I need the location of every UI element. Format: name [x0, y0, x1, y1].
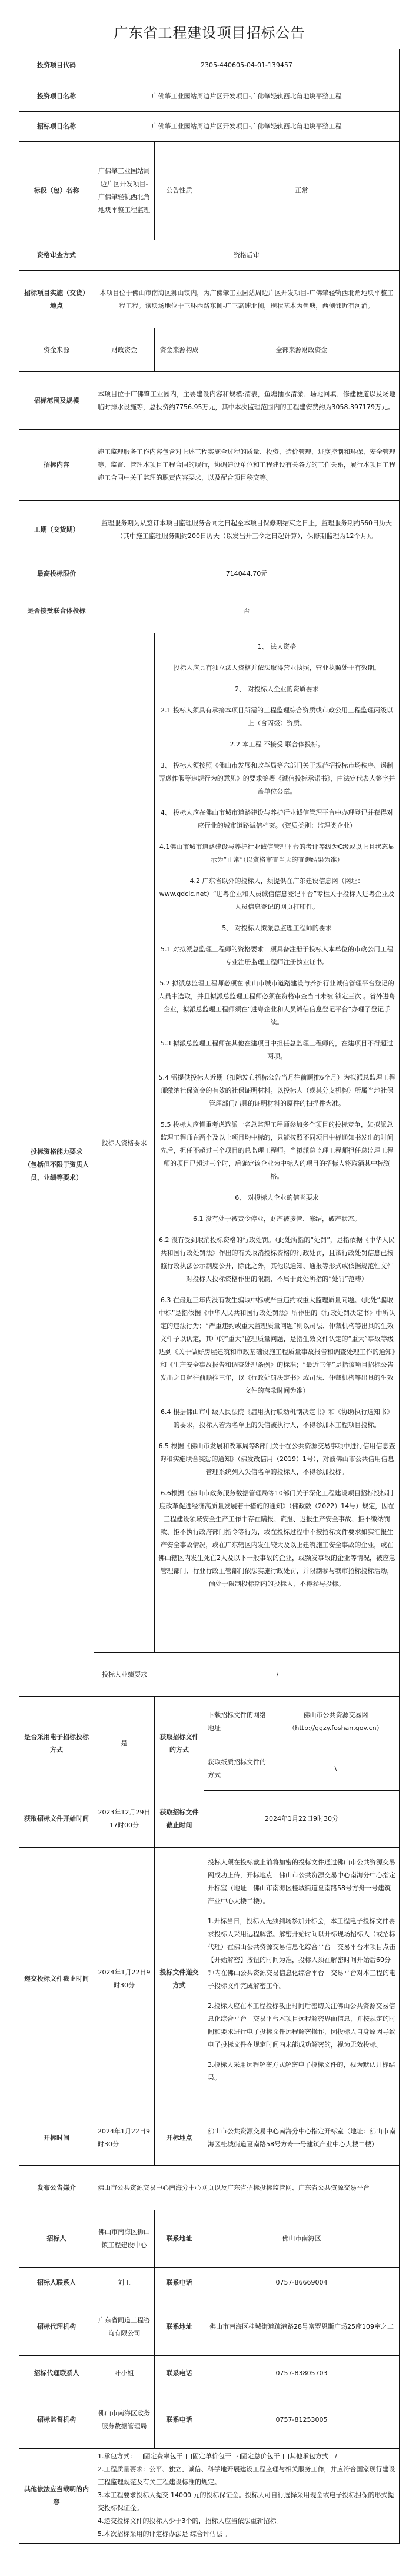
label: 获取招标文件开始时间 — [24, 1814, 89, 1823]
row-supervisor — [19, 2391, 399, 2448]
label: 投资项目代码 — [37, 61, 76, 69]
label: 招标人 — [46, 2235, 66, 2242]
obtain-start-value: 2023年12月29日17时00分 — [94, 1790, 154, 1847]
checkbox-empty-icon — [186, 2454, 192, 2459]
other-content — [94, 2449, 399, 2543]
agency-addr-value: 佛山市南海区桂城街道疏港路28号富罗恩斯广场25座109室之二 — [204, 2298, 399, 2355]
row-agency — [19, 2298, 399, 2355]
row-content — [19, 429, 399, 500]
checkbox-checked-icon: ✓ — [235, 2454, 241, 2459]
invest-name-value: 广佛肇工业园站周边片区开发项目-广佛肇轻轨西北角地块平整工程 — [94, 81, 399, 111]
contract-method — [98, 2450, 395, 2463]
label: 招标内容 — [44, 461, 69, 469]
label: 投资项目名称 — [37, 92, 76, 100]
supervisor-tel-value: 0757-81253005 — [204, 2391, 399, 2448]
label: 工期（交货期） — [34, 526, 79, 533]
row-consortium — [19, 589, 399, 633]
label: 招标项目名称 — [37, 122, 76, 130]
tenderer-addr-value: 佛山市南海区 — [204, 2210, 399, 2267]
scope-value: 本项目位于广佛肇工业园内，主要建设内容和规模:清表，鱼塘抽水清淤、场地回填、修建便道以及场地临时排水设施等，总投资约7756.95万元，其中本次监理范围内的工程建安费约为3058.397179万元。 — [94, 372, 399, 429]
obtain-method-label: 获取招标文件的方式 — [154, 1697, 204, 1790]
qualification-item: 5、 对投标人拟派总监理工程师的要求 — [222, 924, 332, 932]
media-value: 佛山市公共资源交易中心南海分中心网页以及广东省招标投标监管网、广东省公共资源交易平台 — [94, 2166, 399, 2210]
label: 最高投标限价 — [37, 570, 76, 577]
row-tenderer-contact — [19, 2267, 399, 2298]
consortium-value: 否 — [94, 589, 399, 633]
performance — [94, 1652, 399, 1697]
qualification-item: 2、 对投标人企业的资质要求 — [235, 685, 319, 693]
other-item-2: 2.工程质量要求：公平、独立、诚信、科学地开展建设工程监理与相关服务工作，并应符合国家现行建设工程监理规范及有关工程建设标准的规定。 — [98, 2465, 395, 2486]
other-item-3: 3.本工程要求投标人提交 14000 元的投标保证金。投标人可自行选择采用现金或电子投标担保的形式提交投标保证金。 — [98, 2491, 394, 2512]
paper — [204, 1747, 399, 1791]
row-media — [19, 2165, 399, 2210]
qualification-label-main: 投标资格能力要求 — [31, 1147, 82, 1156]
location-value: 本项目位于佛山市南海区狮山镇内，为广佛肇工业园站周边片区开发项目-广佛肇轻轨西北角地块平整工程工程。该块场地位于三环西路东侧-广三高速北侧，现状基本为鱼塘，西侧邻近有河涌。 — [94, 271, 399, 328]
obtain-deadline-label: 获取招标文件截止时间 — [154, 1790, 204, 1847]
qualification-item: 2.2 本工程 不接受 联合体投标。 — [230, 741, 324, 748]
contract-option-label: 固定总价包干 — [241, 2452, 282, 2460]
evaluation-method: 综合评估法 — [188, 2530, 225, 2538]
qualification-item: 投标人应具有独立法人资格并依法取得营业执照，营业执照处于有效期。 — [173, 664, 381, 672]
qualification-label-note: （包括但不限于资质人员、业绩等要求） — [24, 1160, 89, 1181]
contract-prefix: 1.承包方式： — [98, 2452, 137, 2460]
submit-method-item: 2.投标人应在本工程投标截止时间后密切关注佛山公共资源交易信息化综合平台－交易平台本项目远程解密界面信息，并按规定的时间和要求进行电子投标文件远程解密操作，因投标人自身原因导致电子投标文件在规定时间内未能成功解密的，视为无效投标。 — [208, 2002, 395, 2049]
other-item-5 — [98, 2528, 395, 2541]
label: 是否采用电子招标投标方式 — [24, 1732, 89, 1754]
nature-label: 公告性质 — [154, 142, 204, 240]
submit-method-items — [204, 1848, 399, 2110]
funding-value: 财政资金 — [94, 328, 154, 371]
row-electronic — [19, 1696, 399, 1790]
composition-value: 全部来源财政资金 — [204, 328, 399, 371]
row-other — [19, 2448, 399, 2543]
row-opening — [19, 2110, 399, 2165]
checkbox-empty-icon — [283, 2454, 289, 2459]
period-value: 监理服务期为从签订本项目监理服务合同之日起至本项目保修期结束之日止，监理服务期约560日历天（其中施工监理服务期约200日历天（以发出开工令之日起计算），保修期监理为12个月）。 — [94, 501, 399, 559]
tenderer-tel-value: 0757-86669004 — [204, 2268, 399, 2298]
row-agency-contact — [19, 2355, 399, 2391]
row-scope — [19, 371, 399, 429]
supervisor-tel-label: 联系电话 — [154, 2391, 204, 2448]
download-link[interactable]: 佛山市公共资源交易网（http://ggzy.foshan.gov.cn） — [272, 1697, 399, 1747]
qualification-item: 2.1 投标人须具有承接本项目所需的工程监理综合资质或市政公用工程监理丙级以上（含丙级）资质。 — [161, 706, 393, 727]
tenderer-contact-value: 刘工 — [94, 2268, 154, 2298]
opening-place-label: 开标地点 — [154, 2110, 204, 2165]
tenderer-value: 佛山市南海区狮山镇工程建设中心 — [94, 2210, 154, 2267]
row-invest-name — [19, 81, 399, 111]
submit-deadline-value: 2024年1月22日9时30分 — [94, 1848, 154, 2110]
label: 其他依法应当载明的内容 — [24, 2485, 89, 2506]
row-invest-code — [19, 49, 399, 81]
submit-method-label: 投标文件递交方式 — [154, 1848, 204, 2110]
qualification-item: 4.1佛山市城市道路建设与养护行业诚信管理平台的考评等级为C级或以上且状态显示为“正常”（以资格审查当天的查询结果为准） — [159, 843, 395, 864]
qualification-item: 6.6根据《佛山市政务服务数据管理局等10部门关于深化工程建设项目招标投标制度改革促进经济高质量发展若干措施的通知》（佛政数（2022）14号）规定，因在工程建设领域安全生产工作中存在瞒报、谎报、迟报生产安全事故、拒不缴纳罚款、拒不执行政府部门指令等行为，或在投标过程中不按招标文件要求如实汇报生产安全事故情况，或在广东辖区内发生较大及以上建筑施工安全事故的企业，或在佛山辖区内发生死亡2人及以下一般事故的企业，或频发事故的企业等情况，被应急管理部门、行业行政主管部门依法实施行政处罚，并限制参与我市招标投标活动，尚处于限制投标期内的投标人，不得参与投标。 — [158, 1489, 395, 1588]
electronic-value: 是 — [94, 1697, 154, 1790]
performance-value: / — [155, 1653, 400, 1697]
contract-options — [137, 2452, 337, 2460]
contract-option-label: 固定费率包干 — [144, 2452, 185, 2460]
label: 招标代理机构 — [37, 2322, 76, 2331]
section-name-value: 广佛肇工业园站周边片区开发项目-广佛肇轻轨西北角地块平整工程监理 — [94, 142, 154, 240]
item5-suffix: 。 — [224, 2530, 231, 2538]
label: 招标项目实施（交货）地点 — [24, 288, 89, 310]
page-title: 广东省工程建设项目招标公告 — [114, 25, 305, 41]
row-period — [19, 500, 399, 559]
row-tenderer — [19, 2210, 399, 2267]
tenderer-addr-label: 联系地址 — [154, 2210, 204, 2267]
opening-place-value: 佛山市公共资源交易中心南海分中心指定开标室（地址：佛山市南海区桂城街道夏南路58号方舟一号建筑产业中心大楼二楼） — [204, 2110, 399, 2165]
obtain-deadline-value: 2024年1月22日9时30分 — [204, 1790, 399, 1847]
label: 是否接受联合体投标 — [27, 607, 86, 615]
tenderer-tel-label: 联系电话 — [154, 2268, 204, 2298]
checkbox-empty-icon — [138, 2454, 144, 2459]
row-review — [19, 240, 399, 270]
contract-option-label: 固定单价包干 — [192, 2452, 234, 2460]
row-section — [19, 141, 399, 240]
agency-tel-value: 0757-83805703 — [204, 2356, 399, 2391]
agency-addr-label: 联系地址 — [154, 2298, 204, 2355]
qualification-item: 5.2 拟派总监理工程师必须在 佛山市城市道路建设与养护行业诚信管理平台登记的人员中选取，并且拟派总监理工程师必须在资格审查当日未被 锁定三次 。省外进粤企业，拟派总监理工程师须在“进粤企业和人员诚信信息登记平台”办理了登记手续。 — [158, 980, 395, 1026]
qualification-item: 5.1 对拟派总监理工程师的资格要求：须具备注册于投标人本单位的市政公用工程专业注册监理工程师注册执业证书。 — [161, 945, 393, 966]
qualification-item: 6、 对投标人企业的信誉要求 — [235, 1194, 319, 1201]
other-item-4: 4.递交投标文件的投标人少于3个的，招标人应当依法重新招标。 — [98, 2517, 283, 2525]
row-location — [19, 270, 399, 328]
contract-option-label: 其他承包方式：/ — [290, 2452, 337, 2460]
qualification-items — [154, 633, 399, 1652]
label: 递交投标文件截止时间 — [24, 1974, 89, 1983]
composition-label: 资金来源构成 — [154, 328, 204, 371]
row-obtain-time — [19, 1790, 399, 1847]
agency-value: 广东省同道工程咨询有限公司 — [94, 2298, 154, 2355]
label: 发布公告媒介 — [37, 2183, 76, 2192]
qualification-item: 5.4 需提供投标人近期（扣除发布招标公告当月往前顺推6个月）为拟派总监理工程师缴纳社保资金的有效的社保证明材料。以投标人（或其分支机构）所属当地社保管理部门出具的证明材料的原件的扫描件为准。 — [158, 1074, 395, 1107]
qualification-item: 4.2 广东省以外的投标人，须提供在广东建设信息网（网址：www.gdcic.net）“进粤企业和人员诚信信息登记平台”专栏关于投标人进粤企业及人员信息登记的网页打印件。 — [159, 877, 395, 911]
notice-table — [19, 49, 400, 2544]
qualification-item: 6.2 没有受到取消投标资格的行政处罚。（此处所指的“处罚”，是指依据《中华人民共和国行政处罚法》作出的有关取消投标资格的行政处罚，且该行政处罚信息已按照行政执法公示制度公开，除此之外，其他以通知、通报等形式或依据规范性文件对投标人投标资格作出的限制，不属于此处所指的“处罚”范畴） — [159, 1236, 395, 1283]
label: 资格审查方式 — [37, 251, 76, 259]
label: 招标人联系人 — [37, 2278, 76, 2286]
qualification-item: 4、 投标人应在佛山市城市道路建设与养护行业诚信管理平台中办理登记并获得对应行业的城市道路诚信档案。（资质类别：监理类企业） — [160, 809, 394, 829]
qualification-item: 5.5 投标人应慎重考虑选派一名总监理工程师参加多个项目的投标竞争，如拟派总监理工程师在两个及以上项目均中标的，只能按照不同项目中标通知书发出的时间先后，担任不超过三个项目的总监理工程师。当拟派总监理工程师担任总监理工程师的项目已超过三个时，后确定该企业为中标人的项目的招标人将取消其中标资格。 — [160, 1121, 394, 1180]
row-tender-name — [19, 111, 399, 141]
supervisor-value: 佛山市南海区政务服务数据管理局 — [94, 2391, 154, 2448]
nature-value: 正常 — [204, 142, 399, 240]
invest-code-value: 2305-440605-04-01-139457 — [94, 49, 399, 81]
row-max-price — [19, 559, 399, 589]
content-value: 施工监理服务工作内容包含对上述工程实施全过程的质量、投资、造价管理、进度控制和环保、安全管理等，监督、管理本项目工程合同的履行，协调建设单位和工程建设有关各方的工作关系，履行本项目工程施工合同中关于监理的职责内容要求，以及配合项目移交等。 — [94, 430, 399, 500]
submit-method-item: 投标人须在投标截止前将加密的投标文件通过佛山市公共资源交易网成功上传，开标地点：佛山市公共资源交易中心南海分中心指定开标室（地址：佛山市南海区桂城街道夏南路58号方舟一号建筑产业中心大楼二楼）。 — [208, 1858, 395, 1905]
qualification-item: 6.3 在最近三年内没有发生骗取中标或严重违约或重大监理质量问题。（此处“骗取中标”是指依据《中华人民共和国行政处罚法》所作出的《行政处罚决定书》中所认定的违法行为；“严重违约或重大监理质量问题”则以司法、仲裁机构等出具的生效文件予以认定，其中的“重大”监理质量问题，是指生效文件认定的“重大”事故等级达到《关于做好房屋建筑和市政基础设施工程质量事故报告和调查处理工作的通知》和《生产安全事故报告和调查处理条例》的标准；“最近三年”是指该项目招标公告发出之日起往前顺推三年，以《行政处罚决定书》或司法、仲裁机构等出具的生效文件的落款时间为准） — [158, 1296, 395, 1395]
qualification-item: 6.4 根据佛山市中级人民法院《启用执行联动机制决定书》和《协助执行通知书》的要求，投标人若为名单上的失信被执行人，不得参加本工程项目投标。 — [161, 1408, 393, 1429]
opening-time-value: 2024年1月22日9时30分 — [94, 2110, 154, 2165]
qualification-label — [19, 633, 94, 1696]
row-funding — [19, 328, 399, 371]
item5-prefix: 5.本次招标采用的评定标办法是 — [98, 2530, 188, 2538]
download-label: 下载招标文件的网络地址 — [204, 1697, 272, 1747]
label: 资金来源 — [44, 346, 69, 354]
qualification-item: 6.5 根据《佛山市发展和改革局等8部门关于在公共资源交易事项中进行信用信息查询和实施联合奖惩的通知》（佛发改信用（2019）1号），对被佛山市公共信用信息管理系统列入失信名单的投标人，不得参加投标。 — [158, 1442, 395, 1476]
label: 招标监督机构 — [37, 2415, 76, 2424]
paper-value: \ — [272, 1747, 399, 1791]
qualification-item: 6.1 没有处于被责令停业，财产被接管、冻结，破产状态。 — [193, 1215, 361, 1223]
label: 招标范围及规模 — [34, 396, 79, 404]
max-price-value: 714044.70元 — [94, 559, 399, 589]
submit-method-item: 1.开标当日，投标人无须到场参加开标会，本工程电子投标文件要求投标人采用远程解密。解密开始时间以开标现场招标人（或招标代理）在佛山公共资源交易信息化综合平台－交易平台本项目点击【开始解密】按钮的时间为准，投标人须在解密时间开始后60分钟内在佛山公共资源交易信息化综合平台－交易平台对本工程的电子投标文件完成解密工作。 — [208, 1917, 395, 1990]
download — [204, 1697, 399, 1747]
agency-contact-value: 叶小姐 — [94, 2356, 154, 2391]
paper-label: 获取纸质招标文件的方式 — [204, 1747, 272, 1791]
qualification-item: 3、 投标人须按照《佛山市发展和改革局等六部门关于规范招投标市场秩序、遏制弄虚作假等违规行为的意见》的要求签署《诚信投标承诺书》，由法定代表人签字并盖单位公章。 — [158, 762, 395, 795]
bidder-label: 投标人资格要求 — [94, 633, 154, 1652]
row-submit — [19, 1847, 399, 2110]
agency-tel-label: 联系电话 — [154, 2356, 204, 2391]
label: 标段（包）名称 — [34, 187, 79, 194]
performance-label: 投标人业绩要求 — [102, 1671, 147, 1678]
qualification-item: 1、 法人资格 — [257, 643, 297, 650]
tender-name-value: 广佛肇工业园站周边片区开发项目-广佛肇轻轨西北角地块平整工程 — [94, 112, 399, 141]
bidder-qualification — [94, 633, 399, 1652]
label: 招标代理联系人 — [34, 2369, 79, 2377]
submit-method-item: 3.投标人采用远程解密方式解密电子投标文件的，视为默认开标结果。 — [208, 2061, 395, 2082]
row-qualification — [19, 633, 399, 1696]
qualification-item: 5.3 拟派总监理工程师在其他在建项目中担任总监理工程师的，在建项目不得超过两项。 — [161, 1040, 393, 1060]
review-value: 资格后审 — [94, 240, 399, 270]
label: 开标时间 — [44, 2133, 69, 2142]
